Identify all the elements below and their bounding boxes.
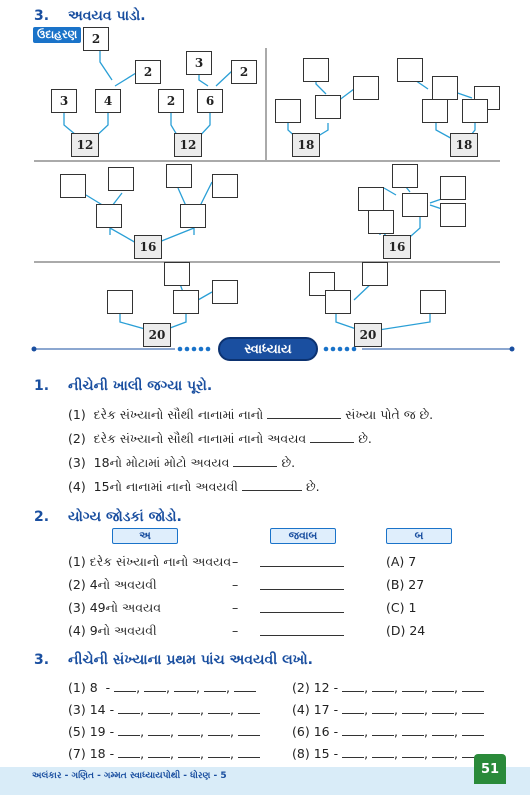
factor-blank-box[interactable] xyxy=(96,204,122,228)
q1-item xyxy=(68,479,320,495)
multiple-blank[interactable] xyxy=(148,747,170,758)
q3-item: (8) 15 - , , , , xyxy=(292,746,484,761)
factor-blank-box[interactable] xyxy=(422,99,448,123)
q3-item: (5) 19 - , , , , xyxy=(68,724,260,739)
item-value: 16 xyxy=(313,724,330,739)
q3-heading xyxy=(34,652,313,668)
factor-blank-box[interactable] xyxy=(212,280,238,304)
q3-item: (1) 8 - , , , , xyxy=(68,680,256,695)
factor-blank-box[interactable] xyxy=(60,174,86,198)
item-value: 14 xyxy=(89,702,106,717)
q3-number: 3. xyxy=(34,652,50,668)
item-number: (7) xyxy=(68,746,86,761)
q2-number: 2. xyxy=(34,509,50,525)
section-number: 3. xyxy=(34,8,50,24)
multiple-blank[interactable] xyxy=(208,725,230,736)
factor-blank-box[interactable] xyxy=(166,164,192,188)
multiple-blank[interactable] xyxy=(432,747,454,758)
item-text-end: છે. xyxy=(358,431,372,446)
multiple-blank[interactable] xyxy=(238,703,260,714)
factor-box: 3 xyxy=(186,51,212,75)
multiple-blank[interactable] xyxy=(118,725,140,736)
multiple-blank[interactable] xyxy=(342,725,364,736)
item-number: (3) xyxy=(68,600,86,615)
factor-blank-box[interactable] xyxy=(180,204,206,228)
root-number-box: 16 xyxy=(383,235,411,259)
factor-blank-box[interactable] xyxy=(275,99,301,123)
factor-blank-box[interactable] xyxy=(212,174,238,198)
multiple-blank[interactable] xyxy=(118,703,140,714)
item-number: (1) xyxy=(68,554,86,569)
item-number: (2) xyxy=(292,680,310,695)
item-text: 18નો મોટામાં મોટો અવયવ xyxy=(93,455,230,470)
item-number: (3) xyxy=(68,702,86,717)
factor-blank-box[interactable] xyxy=(107,290,133,314)
fill-blank[interactable] xyxy=(233,456,277,467)
q3-item: (2) 12 - , , , , xyxy=(292,680,484,695)
root-number-box: 16 xyxy=(134,235,162,259)
factor-blank-box[interactable] xyxy=(108,167,134,191)
page-number: 51 xyxy=(474,754,506,784)
factor-blank-box[interactable] xyxy=(325,290,351,314)
item-value: 19 xyxy=(89,724,106,739)
fill-blank[interactable] xyxy=(267,408,341,419)
factor-blank-box[interactable] xyxy=(440,176,466,200)
root-number-box: 20 xyxy=(354,323,382,347)
q3-item: (3) 14 - , , , , xyxy=(68,702,260,717)
item-text-end: છે. xyxy=(305,479,320,494)
factor-blank-box[interactable] xyxy=(397,58,423,82)
multiple-blank[interactable] xyxy=(462,703,484,714)
item-text: 15નો નાનામાં નાનો અવયવી xyxy=(93,479,238,494)
dash: – xyxy=(232,600,239,615)
q1-heading xyxy=(34,378,212,394)
item-number: (2) xyxy=(68,431,86,446)
multiple-blank[interactable] xyxy=(462,681,484,692)
factor-box: 4 xyxy=(95,89,121,113)
factor-blank-box[interactable] xyxy=(164,262,190,286)
answer-blank[interactable] xyxy=(260,579,344,590)
q1-item xyxy=(68,455,295,471)
factor-blank-box[interactable] xyxy=(402,193,428,217)
exercise-banner: સ્વાધ્યાય xyxy=(218,337,318,361)
multiple-blank[interactable] xyxy=(432,725,454,736)
answer-blank[interactable] xyxy=(260,556,344,567)
root-number-box: 12 xyxy=(71,133,99,157)
multiple-blank[interactable] xyxy=(204,681,226,692)
q1-item xyxy=(68,407,433,423)
multiple-blank[interactable] xyxy=(402,747,424,758)
item-value: 18 xyxy=(89,746,106,761)
option-b: (C) 1 xyxy=(386,600,417,615)
example-badge: ઉદાહરણ xyxy=(33,27,81,43)
option-b: (B) 27 xyxy=(386,577,425,592)
q3-item: (4) 17 - , , , , xyxy=(292,702,484,717)
multiple-blank[interactable] xyxy=(372,725,394,736)
factor-box: 2 xyxy=(83,27,109,51)
item-number: (5) xyxy=(68,724,86,739)
multiple-blank[interactable] xyxy=(174,681,196,692)
multiple-blank[interactable] xyxy=(118,747,140,758)
answer-blank[interactable] xyxy=(260,625,344,636)
factor-box: 2 xyxy=(158,89,184,113)
multiple-blank[interactable] xyxy=(148,725,170,736)
multiple-blank[interactable] xyxy=(178,747,200,758)
column-header-b: બ xyxy=(386,528,452,544)
factor-blank-box[interactable] xyxy=(362,262,388,286)
multiple-blank[interactable] xyxy=(144,681,166,692)
factor-blank-box[interactable] xyxy=(173,290,199,314)
factor-box: 2 xyxy=(135,60,161,84)
option-b: (A) 7 xyxy=(386,554,417,569)
section-title: અવયવ પાડો. xyxy=(67,8,146,24)
q2-row xyxy=(68,554,231,570)
item-text: 9નો અવયવી xyxy=(89,623,157,638)
q2-row xyxy=(68,577,157,593)
factor-blank-box[interactable] xyxy=(440,203,466,227)
multiple-blank[interactable] xyxy=(372,747,394,758)
multiple-blank[interactable] xyxy=(432,681,454,692)
factor-blank-box[interactable] xyxy=(392,164,418,188)
multiple-blank[interactable] xyxy=(178,703,200,714)
multiple-blank[interactable] xyxy=(238,747,260,758)
q1-title: નીચેની ખાલી જગ્યા પૂરો. xyxy=(67,378,213,394)
root-number-box: 18 xyxy=(292,133,320,157)
dash: – xyxy=(232,623,239,638)
multiple-blank[interactable] xyxy=(234,681,256,692)
multiple-blank[interactable] xyxy=(432,703,454,714)
factor-blank-box[interactable] xyxy=(368,210,394,234)
root-number-box: 20 xyxy=(143,323,171,347)
factor-blank-box[interactable] xyxy=(462,99,488,123)
q3-item: (7) 18 - , , , , xyxy=(68,746,260,761)
item-number: (4) xyxy=(292,702,310,717)
q3-item: (6) 16 - , , , , xyxy=(292,724,484,739)
item-value: 15 xyxy=(313,746,330,761)
multiple-blank[interactable] xyxy=(402,725,424,736)
q3-title: નીચેની સંખ્યાના પ્રથમ પાંચ અવયવી લખો. xyxy=(67,652,313,668)
q1-number: 1. xyxy=(34,378,50,394)
item-number: (1) xyxy=(68,680,86,695)
item-number: (4) xyxy=(68,623,86,638)
multiple-blank[interactable] xyxy=(114,681,136,692)
multiple-blank[interactable] xyxy=(462,725,484,736)
multiple-blank[interactable] xyxy=(402,703,424,714)
column-header-a: અ xyxy=(112,528,178,544)
dash: – xyxy=(232,577,239,592)
multiple-blank[interactable] xyxy=(342,747,364,758)
multiple-blank[interactable] xyxy=(208,703,230,714)
answer-blank[interactable] xyxy=(260,602,344,613)
fill-blank[interactable] xyxy=(310,432,354,443)
multiple-blank[interactable] xyxy=(372,703,394,714)
footer-text: અલંકાર - ગણિત - ગમ્મત સ્વાધ્યાયપોથી - ધોરણ - 5 xyxy=(32,771,227,781)
multiple-blank[interactable] xyxy=(372,681,394,692)
item-text: દરેક સંખ્યાનો સૌથી નાનામાં નાનો અવયવ xyxy=(93,431,307,446)
multiple-blank[interactable] xyxy=(238,725,260,736)
multiple-blank[interactable] xyxy=(208,747,230,758)
q2-row xyxy=(68,600,161,616)
multiple-blank[interactable] xyxy=(342,703,364,714)
section-heading xyxy=(34,8,146,24)
item-number: (8) xyxy=(292,746,310,761)
item-text: દરેક સંખ્યાનો સૌથી નાનામાં નાનો xyxy=(93,407,264,422)
factor-blank-box[interactable] xyxy=(315,95,341,119)
item-value: 8 xyxy=(89,680,98,695)
factor-blank-box[interactable] xyxy=(432,76,458,100)
item-text: 49નો અવયવ xyxy=(89,600,162,615)
q2-heading xyxy=(34,509,182,525)
item-number: (3) xyxy=(68,455,86,470)
fill-blank[interactable] xyxy=(242,480,302,491)
item-text-end: સંખ્યા પોતે જ છે. xyxy=(345,407,434,422)
multiple-blank[interactable] xyxy=(178,725,200,736)
item-text: 4નો અવયવી xyxy=(89,577,157,592)
item-text: દરેક સંખ્યાનો નાનો અવયવ xyxy=(89,554,232,569)
item-text-end: છે. xyxy=(281,455,296,470)
column-header-answer: જવાબ xyxy=(270,528,336,544)
factor-blank-box[interactable] xyxy=(303,58,329,82)
factor-blank-box[interactable] xyxy=(358,187,384,211)
factor-box: 2 xyxy=(231,60,257,84)
factor-blank-box[interactable] xyxy=(353,76,379,100)
multiple-blank[interactable] xyxy=(402,681,424,692)
q1-item xyxy=(68,431,372,447)
option-b: (D) 24 xyxy=(386,623,426,638)
q2-row xyxy=(68,623,157,639)
dash: – xyxy=(232,554,239,569)
factor-box: 6 xyxy=(197,89,223,113)
item-number: (2) xyxy=(68,577,86,592)
root-number-box: 12 xyxy=(174,133,202,157)
item-number: (6) xyxy=(292,724,310,739)
factor-blank-box[interactable] xyxy=(420,290,446,314)
multiple-blank[interactable] xyxy=(342,681,364,692)
item-value: 12 xyxy=(313,680,330,695)
item-number: (4) xyxy=(68,479,86,494)
item-value: 17 xyxy=(313,702,330,717)
factor-box: 3 xyxy=(51,89,77,113)
root-number-box: 18 xyxy=(450,133,478,157)
item-number: (1) xyxy=(68,407,86,422)
q2-title: યોગ્ય જોડકાં જોડો. xyxy=(67,509,182,525)
multiple-blank[interactable] xyxy=(148,703,170,714)
